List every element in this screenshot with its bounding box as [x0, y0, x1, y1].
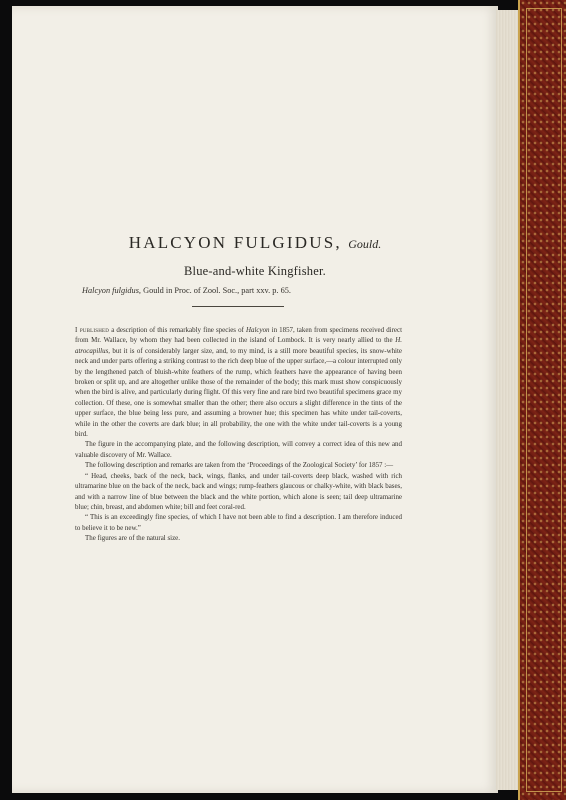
paragraph-4: “ Head, cheeks, back of the neck, back, wings, flanks, and under tail-coverts deep black, washed with rich ultramarine blue on the back of the neck, back and wings; rump-feathers glaucous or chalky-white, with black bases, and with a narrow line of blue between the black and the white portion, which alone is seen; tail deep ultramarine blue; chin, breast, and abdomen white; bill and feet coral-red.	[75, 471, 402, 511]
gilt-border	[526, 8, 562, 792]
species-name: HALCYON FULGIDUS,	[128, 233, 342, 252]
paragraph-6: The figures are of the natural size.	[85, 534, 180, 543]
paragraph-1	[75, 325, 402, 439]
paragraph-2: The figure in the accompanying plate, and the following description, will convey a correct idea of this new and valuable discovery of Mr. Wallace.	[75, 440, 402, 459]
page-title	[12, 232, 498, 255]
body-text	[75, 325, 402, 544]
drop-word: I published	[75, 326, 110, 334]
paragraph-3: The following description and remarks are taken from the ‘Proceedings of the Zoological Society’ for 1857 :—	[85, 461, 394, 470]
paragraph-1-text-a: a description of this remarkably fine species of	[111, 326, 244, 334]
citation-source: Gould in Proc. of Zool. Soc., part xxv. p. 65.	[143, 286, 291, 295]
book-page	[12, 6, 498, 793]
page-edges	[496, 10, 518, 790]
species-author: Gould.	[348, 237, 382, 251]
paragraph-5: “ This is an exceedingly fine species, of which I have not been able to find a description. I am therefore induced to believe it to be new.”	[75, 513, 402, 532]
paragraph-1-text-b: in 1857, taken from specimens received direct from Mr. Wallace, by whom they had been collected in the island of Lombock. It is very nearly allied to the	[75, 326, 402, 345]
common-name: Blue-and-white Kingfisher.	[184, 264, 326, 278]
citation-species: Halcyon fulgidus,	[82, 286, 141, 295]
divider-rule	[192, 306, 284, 307]
title-block	[12, 232, 498, 279]
paragraph-1-text-c: but it is of considerably larger size, and, to my mind, is a still more beautiful species, its snow-white neck and under parts offering a striking contrast to the rich deep blue of the upper surface,—a colour interrupted only by the lengthened patch of bluish-white feathers of the rump, which feathers have the appearance of having been broken or split up, and are altogether unlike those of the remainder of the body; this mark must show conspicuously when the bird is alive, and particularly during flight. Of this very fine and rare bird two beautiful specimens grace my collection. Of these, one is somewhat smaller than the other; there also occurs a slight difference in the tints of the upper surface, the blue being less pure, and assuming a browner hue; this specimen has white under tail-coverts, while in the other the coverts are dark blue; in all probability, the one with the white under tail-coverts is a young bird.	[75, 346, 402, 439]
allied-species: H. atrocapillus,	[75, 336, 402, 355]
book-cover-binding	[518, 0, 566, 800]
citation-line	[82, 286, 291, 295]
genus-name: Halcyon	[246, 326, 270, 334]
